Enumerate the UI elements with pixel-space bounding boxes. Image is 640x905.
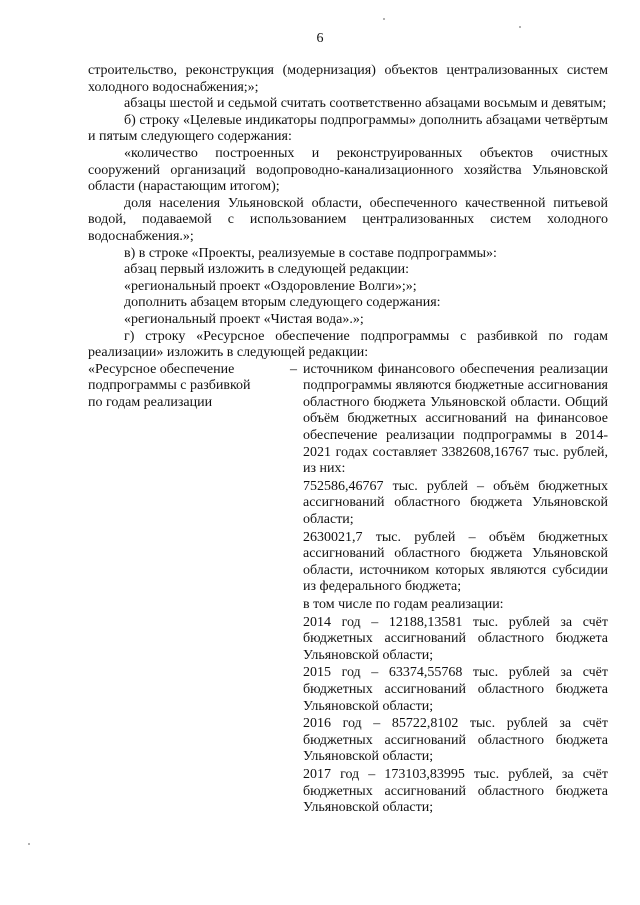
- paragraph: «региональный проект «Чистая вода».»;: [124, 311, 364, 327]
- document-body: [88, 63, 608, 818]
- page-number: 6: [316, 31, 324, 46]
- row-label: [88, 362, 303, 818]
- funding-entry: 752586,46767 тыс. рублей – объём бюджетных ассигнований областного бюджета Ульяновской области;: [303, 478, 608, 528]
- funding-entry: источником финансового обеспечения реализации подпрограммы являются бюджетные ассигнования областного бюджета Ульяновской области. Общий объём бюджетных ассигнований на финансовое обеспечение реализации подпрограммы в 2014-2021 годах составляет 3382608,16767 тыс. рублей, из них:: [303, 361, 608, 477]
- funding-entry: 2015 год – 63374,55768 тыс. рублей за счёт бюджетных ассигнований областного бюджета Ульяновской области;: [303, 665, 608, 714]
- paragraph: дополнить абзацем вторым следующего содержания:: [124, 295, 441, 311]
- funding-entry: 2016 год – 85722,8102 тыс. рублей за счёт бюджетных ассигнований областного бюджета Ульяновской области;: [303, 716, 608, 765]
- paragraph: «количество построенных и реконструированных объектов очистных сооружений организаций водопроводно-канализационного хозяйства Ульяновской области (нарастающим итогом);: [88, 145, 608, 195]
- scan-speck: [28, 843, 30, 845]
- row-label-line: подпрограммы с разбивкой: [88, 378, 251, 394]
- funding-entry: 2014 год – 12188,13581 тыс. рублей за счёт бюджетных ассигнований областного бюджета Ульяновской области;: [303, 614, 608, 663]
- paragraph: строительство, реконструкция (модернизация) объектов централизованных систем холодного водоснабжения;»;: [88, 63, 608, 95]
- row-label-line: по годам реализации: [88, 394, 213, 410]
- paragraph: «региональный проект «Оздоровление Волги»;»;: [124, 278, 417, 294]
- row-label-line: [88, 362, 297, 379]
- paragraph: б) строку «Целевые индикаторы подпрограммы» дополнить абзацами четвёртым и пятым следующего содержания:: [88, 112, 608, 145]
- funding-entry: 2630021,7 тыс. рублей – объём бюджетных ассигнований областного бюджета Ульяновской области, источником которых являются субсидии из федерального бюджета;: [303, 529, 608, 595]
- row-label-text: «Ресурсное обеспечение: [88, 361, 235, 377]
- resource-table-row: [88, 362, 608, 818]
- row-label-dash: –: [290, 361, 297, 377]
- row-content: [303, 362, 608, 818]
- paragraph: абзац первый изложить в следующей редакции:: [124, 262, 410, 278]
- funding-entry: в том числе по годам реализации:: [303, 597, 504, 612]
- funding-entry: 2017 год – 173103,83995 тыс. рублей, за счёт бюджетных ассигнований областного бюджета Ульяновской области;: [303, 766, 608, 816]
- scan-speck: [383, 18, 385, 20]
- paragraph: г) строку «Ресурсное обеспечение подпрограммы с разбивкой по годам реализации» изложить в следующей редакции:: [88, 328, 608, 361]
- paragraph: абзацы шестой и седьмой считать соответственно абзацами восьмым и девятым;: [124, 96, 607, 112]
- paragraph: в) в строке «Проекты, реализуемые в составе подпрограммы»:: [124, 245, 497, 261]
- paragraph: доля населения Ульяновской области, обеспеченного качественной питьевой водой, подаваемой с использованием централизованных систем холодного водоснабжения.»;: [88, 195, 608, 244]
- scan-speck: [519, 26, 521, 28]
